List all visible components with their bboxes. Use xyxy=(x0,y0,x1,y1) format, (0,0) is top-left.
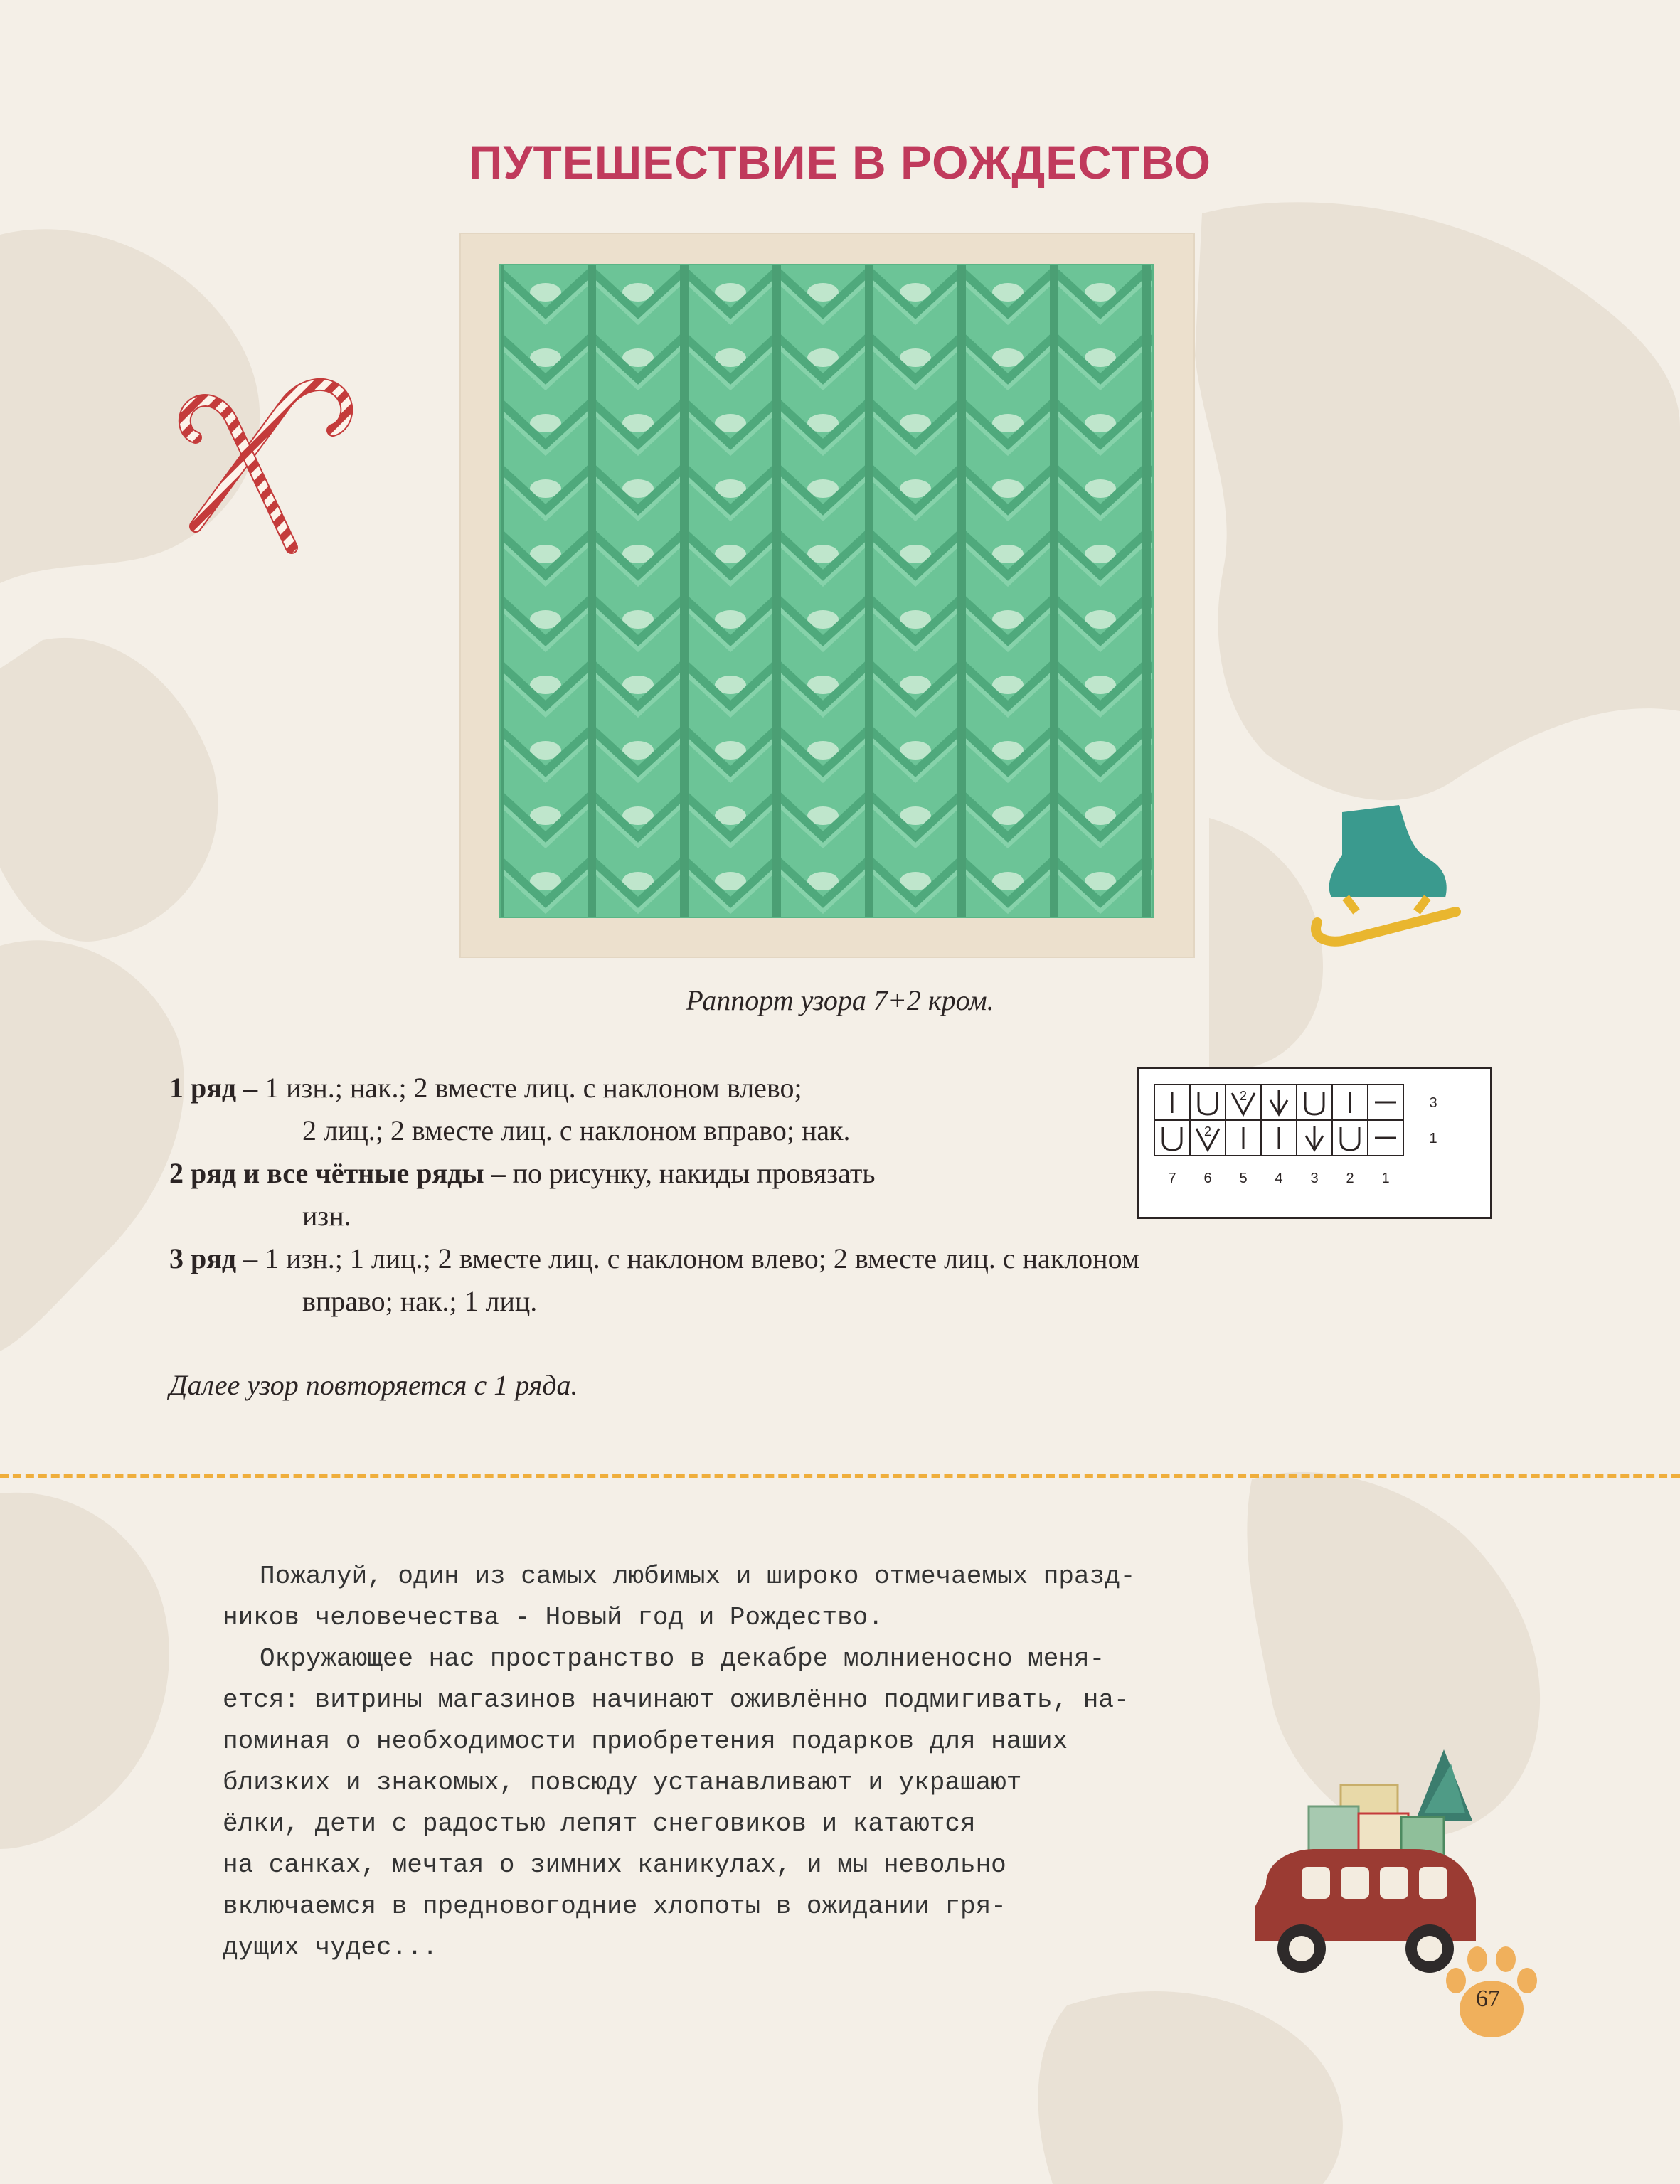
chart-column-number: 2 xyxy=(1346,1171,1354,1186)
story-line: ется: витрины магазинов начинают оживлённо подмигивать, на- xyxy=(223,1685,1129,1715)
row-text: 1 изн.; нак.; 2 вместе лиц. с наклоном влево; xyxy=(257,1072,802,1104)
repeat-note: Далее узор повторяется с 1 ряда. xyxy=(169,1369,578,1401)
chart-row-number: 3 xyxy=(1429,1095,1437,1111)
story-line: ников человечества - Новый год и Рождество. xyxy=(223,1603,883,1632)
page-title: ПУТЕШЕСТВИЕ В РОЖДЕСТВО xyxy=(469,136,1211,188)
knitting-chart xyxy=(1137,1067,1492,1219)
story-line: включаемся в предновогодние хлопоты в ожидании гря- xyxy=(223,1892,1006,1921)
story-line: Пожалуй, один из самых любимых и широко отмечаемых празд- xyxy=(260,1562,1136,1591)
chart-column-number: 7 xyxy=(1168,1171,1176,1186)
dashed-divider xyxy=(0,1474,1680,1478)
row-2-continuation: изн. xyxy=(302,1200,351,1232)
chart-column-number: 5 xyxy=(1239,1171,1248,1186)
row-label: 2 ряд и все чётные ряды – xyxy=(169,1157,506,1189)
story-line: близких и знакомых, повсюду устанавливают и украшают xyxy=(223,1768,1022,1797)
chart-column-number: 4 xyxy=(1275,1171,1283,1186)
row-text: 1 изн.; 1 лиц.; 2 вместе лиц. с наклоном влево; 2 вместе лиц. с наклоном xyxy=(257,1242,1140,1274)
row-label: 1 ряд – xyxy=(169,1072,258,1104)
story-line: ёлки, дети с радостью лепят снеговиков и катаются xyxy=(223,1809,976,1838)
ice-skate-icon xyxy=(1303,798,1467,954)
story-text xyxy=(223,1556,1396,1969)
chart-column-number: 6 xyxy=(1203,1171,1212,1186)
chart-symbol-label: 2 xyxy=(1239,1089,1248,1103)
story-line: поминая о необходимости приобретения подарков для наших xyxy=(223,1727,1068,1756)
row-1-continuation: 2 лиц.; 2 вместе лиц. с наклоном вправо; нак. xyxy=(302,1114,851,1146)
swatch-photo-frame xyxy=(459,233,1195,958)
story-line: на санках, мечтая о зимних каникулах, и мы невольно xyxy=(223,1850,1006,1880)
row-3-line xyxy=(169,1237,1450,1280)
row-text: по рисунку, накиды провязать xyxy=(505,1157,876,1189)
chart-column-number: 3 xyxy=(1310,1171,1319,1186)
row-label: 3 ряд – xyxy=(169,1242,258,1274)
knit-swatch-photo xyxy=(499,264,1154,918)
page-number: 67 xyxy=(1476,1986,1500,2012)
chart-row-number: 1 xyxy=(1429,1131,1437,1146)
chart-symbol-label: 2 xyxy=(1203,1124,1212,1139)
story-line: дущих чудес... xyxy=(223,1933,438,1962)
row-3-continuation: вправо; нак.; 1 лиц. xyxy=(302,1285,538,1317)
candy-cane-icon xyxy=(178,356,363,562)
story-line: Окружающее нас пространство в декабре молниеносно меня- xyxy=(260,1644,1105,1673)
chart-column-number: 1 xyxy=(1381,1171,1390,1186)
pattern-caption: Раппорт узора 7+2 кром. xyxy=(686,984,994,1016)
